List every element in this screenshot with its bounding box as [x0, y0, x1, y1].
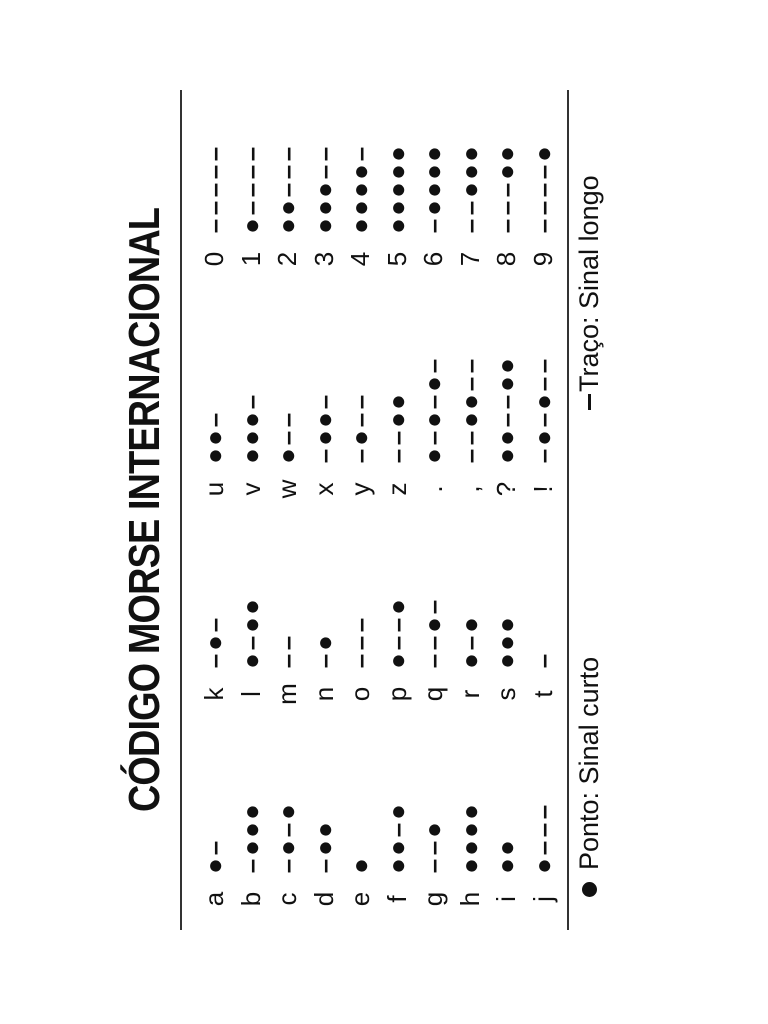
morse-row	[342, 145, 378, 275]
dash-symbol: –	[454, 358, 485, 374]
dot-symbol: ●	[308, 430, 339, 446]
dot-symbol: ●	[491, 653, 521, 669]
dot-symbol: ●	[491, 164, 521, 180]
morse-row	[342, 393, 378, 505]
morse-row	[233, 393, 269, 505]
morse-row	[415, 145, 451, 275]
legend-dot	[574, 657, 605, 897]
dot-symbol: ●	[345, 430, 375, 446]
dash-symbol: –	[527, 164, 558, 180]
morse-code-chart	[110, 85, 610, 935]
morse-code	[347, 393, 373, 465]
dash-symbol: –	[418, 599, 448, 615]
dot-symbol: ●	[381, 146, 412, 162]
morse-row	[379, 803, 415, 915]
dot-symbol: ●	[272, 200, 302, 216]
dot-symbol: ●	[199, 448, 229, 464]
morse-code	[381, 598, 412, 670]
dot-symbol: ●	[381, 200, 412, 216]
dash-symbol: –	[199, 218, 229, 234]
morse-code	[454, 803, 485, 875]
morse-row	[342, 857, 378, 915]
dot-symbol: ●	[199, 430, 229, 446]
morse-code	[235, 598, 266, 670]
dot-symbol: ●	[418, 617, 448, 633]
morse-code	[454, 616, 485, 670]
dash-symbol: –	[527, 840, 558, 856]
dash-symbol: –	[235, 146, 266, 162]
dot-symbol: ●	[308, 822, 339, 838]
morse-code	[420, 357, 446, 465]
dash-symbol: –	[454, 430, 485, 446]
dot-symbol: ●	[381, 394, 412, 410]
morse-row	[233, 145, 269, 275]
legend-dash-label: Traço: Sinal longo	[574, 175, 604, 392]
dash-symbol: –	[272, 182, 302, 198]
morse-character: b	[235, 891, 266, 907]
dash-symbol: –	[527, 182, 558, 198]
dash-symbol: –	[491, 200, 521, 216]
morse-code	[527, 357, 558, 465]
dot-symbol: ●	[308, 218, 339, 234]
morse-row	[525, 357, 561, 505]
morse-character: 6	[418, 251, 448, 267]
morse-row	[196, 145, 232, 275]
morse-row	[306, 393, 342, 505]
dot-symbol: ●	[272, 218, 302, 234]
dot-symbol: ●	[491, 840, 521, 856]
legend-dash	[574, 175, 605, 410]
dash-symbol: –	[199, 182, 229, 198]
dot-symbol: ●	[454, 164, 485, 180]
morse-row	[233, 598, 269, 710]
dash-symbol: –	[527, 218, 558, 234]
dash-symbol: –	[235, 200, 266, 216]
dot-symbol: ●	[381, 653, 412, 669]
dash-symbol: –	[345, 394, 375, 410]
morse-row	[525, 145, 561, 275]
morse-character: i	[491, 896, 521, 902]
dash-symbol: –	[235, 394, 266, 410]
dash-symbol: –	[235, 635, 266, 651]
morse-character: 1	[235, 251, 266, 267]
morse-code	[347, 616, 373, 670]
dash-symbol: –	[199, 164, 229, 180]
morse-code	[493, 145, 519, 235]
morse-code	[308, 145, 339, 235]
dot-symbol: ●	[308, 635, 339, 651]
dash-symbol: –	[272, 430, 302, 446]
dash-symbol: –	[308, 858, 339, 874]
dash-symbol: –	[235, 858, 266, 874]
dash-symbol: –	[381, 430, 412, 446]
morse-code	[454, 145, 485, 235]
morse-row	[415, 598, 451, 710]
dot-symbol: ●	[491, 617, 521, 633]
morse-row	[525, 652, 561, 710]
morse-character: r	[454, 689, 485, 699]
dash-symbol: –	[454, 218, 485, 234]
bottom-divider	[567, 90, 569, 930]
morse-row	[269, 634, 305, 710]
dot-symbol: ●	[454, 617, 485, 633]
morse-character: .	[418, 485, 448, 493]
morse-code	[493, 839, 519, 875]
morse-character: 0	[199, 251, 229, 267]
page-title: CÓDIGO MORSE INTERNACIONAL	[120, 207, 169, 813]
morse-character: 9	[527, 251, 558, 267]
dot-icon	[582, 882, 597, 897]
dot-symbol: ●	[235, 840, 266, 856]
morse-code	[235, 393, 266, 465]
morse-character: 5	[381, 251, 412, 267]
morse-character: g	[418, 891, 448, 907]
dash-symbol: –	[199, 840, 229, 856]
dash-symbol: –	[491, 394, 521, 410]
morse-code	[201, 616, 227, 670]
dot-symbol: ●	[491, 635, 521, 651]
dot-symbol: ●	[381, 840, 412, 856]
dash-symbol: –	[527, 448, 558, 464]
morse-code	[420, 821, 446, 875]
dash-symbol: –	[454, 376, 485, 392]
morse-character: 7	[454, 251, 485, 267]
morse-character: h	[454, 891, 485, 907]
morse-character: q	[418, 686, 448, 702]
morse-row	[196, 411, 232, 505]
dash-symbol: –	[381, 635, 412, 651]
dot-symbol: ●	[235, 412, 266, 428]
dash-symbol: –	[308, 448, 339, 464]
morse-character: j	[527, 896, 558, 902]
dot-symbol: ●	[272, 804, 302, 820]
dot-symbol: ●	[235, 804, 266, 820]
dot-symbol: ●	[491, 146, 521, 162]
morse-row	[306, 821, 342, 915]
dot-symbol: ●	[381, 804, 412, 820]
morse-row	[269, 411, 305, 505]
dot-symbol: ●	[454, 858, 485, 874]
dash-symbol: –	[491, 218, 521, 234]
legend-dot-label: Ponto: Sinal curto	[574, 656, 604, 870]
dash-symbol: –	[418, 430, 448, 446]
dot-symbol: ●	[491, 448, 521, 464]
dot-symbol: ●	[418, 182, 448, 198]
dash-symbol: –	[272, 146, 302, 162]
dot-symbol: ●	[308, 182, 339, 198]
dot-symbol: ●	[418, 448, 448, 464]
morse-row	[379, 145, 415, 275]
dot-symbol: ●	[235, 218, 266, 234]
dash-symbol: –	[491, 182, 521, 198]
dash-symbol: –	[418, 635, 448, 651]
morse-code	[274, 411, 300, 465]
dot-symbol: ●	[527, 394, 558, 410]
dash-icon	[588, 394, 591, 410]
morse-row	[488, 616, 524, 710]
morse-row	[233, 803, 269, 915]
dash-symbol: –	[454, 200, 485, 216]
morse-code	[201, 411, 227, 465]
morse-character: p	[381, 686, 412, 702]
morse-row	[525, 803, 561, 915]
dot-symbol: ●	[381, 599, 412, 615]
morse-code	[527, 803, 558, 875]
morse-row	[452, 616, 488, 710]
dot-symbol: ●	[345, 218, 375, 234]
dash-symbol: –	[272, 822, 302, 838]
dot-symbol: ●	[527, 858, 558, 874]
dash-symbol: –	[272, 653, 302, 669]
morse-row	[196, 616, 232, 710]
dash-symbol: –	[199, 412, 229, 428]
dash-symbol: –	[308, 146, 339, 162]
morse-code	[527, 652, 558, 670]
dot-symbol: ●	[235, 653, 266, 669]
morse-code	[454, 357, 485, 465]
morse-code	[493, 357, 519, 465]
dot-symbol: ●	[381, 182, 412, 198]
morse-row	[379, 598, 415, 710]
dot-symbol: ●	[381, 412, 412, 428]
dot-symbol: ●	[491, 858, 521, 874]
dot-symbol: ●	[345, 182, 375, 198]
morse-code	[493, 616, 519, 670]
dash-symbol: –	[272, 858, 302, 874]
dash-symbol: –	[381, 822, 412, 838]
morse-character: c	[272, 892, 302, 906]
dot-symbol: ●	[418, 412, 448, 428]
dash-symbol: –	[381, 448, 412, 464]
morse-character: ,	[454, 485, 485, 493]
dash-symbol: –	[418, 653, 448, 669]
dot-symbol: ●	[345, 200, 375, 216]
dash-symbol: –	[418, 218, 448, 234]
dot-symbol: ●	[381, 218, 412, 234]
morse-character: m	[272, 683, 302, 705]
morse-code	[527, 145, 558, 235]
dash-symbol: –	[527, 412, 558, 428]
morse-row	[488, 357, 524, 505]
morse-character: w	[272, 479, 302, 499]
dash-symbol: –	[345, 412, 375, 428]
morse-character: ?	[491, 481, 521, 497]
dot-symbol: ●	[272, 448, 302, 464]
morse-row	[196, 839, 232, 915]
dash-symbol: –	[235, 182, 266, 198]
morse-code	[420, 598, 446, 670]
dash-symbol: –	[272, 635, 302, 651]
morse-row	[342, 616, 378, 710]
morse-character: f	[381, 895, 412, 903]
dot-symbol: ●	[491, 358, 521, 374]
dot-symbol: ●	[491, 376, 521, 392]
dash-symbol: –	[527, 200, 558, 216]
dash-symbol: –	[527, 358, 558, 374]
dash-symbol: –	[308, 394, 339, 410]
morse-row	[415, 357, 451, 505]
morse-character: v	[235, 482, 266, 496]
dot-symbol: ●	[381, 858, 412, 874]
morse-row	[306, 145, 342, 275]
dash-symbol: –	[308, 653, 339, 669]
morse-code	[235, 803, 266, 875]
dash-symbol: –	[381, 617, 412, 633]
dash-symbol: –	[454, 448, 485, 464]
dash-symbol: –	[527, 653, 558, 669]
morse-code	[274, 803, 300, 875]
morse-character: 8	[491, 251, 521, 267]
dash-symbol: –	[272, 164, 302, 180]
morse-row	[452, 803, 488, 915]
dot-symbol: ●	[454, 822, 485, 838]
dot-symbol: ●	[235, 599, 266, 615]
morse-character: y	[345, 482, 375, 496]
dot-symbol: ●	[418, 164, 448, 180]
morse-code	[347, 857, 373, 875]
morse-code	[274, 634, 300, 670]
morse-code	[308, 393, 339, 465]
dot-symbol: ●	[527, 146, 558, 162]
morse-row	[452, 357, 488, 505]
morse-character: k	[199, 687, 229, 701]
dot-symbol: ●	[345, 164, 375, 180]
morse-code	[347, 145, 373, 235]
morse-character: z	[381, 482, 412, 496]
dash-symbol: –	[345, 146, 375, 162]
morse-code	[308, 634, 339, 670]
dash-symbol: –	[491, 412, 521, 428]
morse-character: 2	[272, 251, 302, 267]
dot-symbol: ●	[454, 146, 485, 162]
dot-symbol: ●	[308, 200, 339, 216]
dot-symbol: ●	[235, 617, 266, 633]
dash-symbol: –	[345, 448, 375, 464]
dash-symbol: –	[199, 146, 229, 162]
morse-row	[379, 393, 415, 505]
dash-symbol: –	[527, 822, 558, 838]
dot-symbol: ●	[454, 653, 485, 669]
morse-character: !	[527, 485, 558, 493]
dot-symbol: ●	[235, 430, 266, 446]
dot-symbol: ●	[345, 858, 375, 874]
dot-symbol: ●	[308, 412, 339, 428]
dot-symbol: ●	[381, 164, 412, 180]
dash-symbol: –	[235, 164, 266, 180]
dash-symbol: –	[454, 635, 485, 651]
dash-symbol: –	[199, 200, 229, 216]
morse-character: u	[199, 481, 229, 497]
dot-symbol: ●	[199, 635, 229, 651]
dot-symbol: ●	[454, 182, 485, 198]
morse-code	[308, 821, 339, 875]
dot-symbol: ●	[454, 412, 485, 428]
morse-character: l	[235, 691, 266, 697]
morse-character: a	[199, 891, 229, 907]
morse-character: o	[345, 686, 375, 702]
morse-code	[235, 145, 266, 235]
dot-symbol: ●	[454, 804, 485, 820]
morse-row	[269, 803, 305, 915]
dash-symbol: –	[199, 653, 229, 669]
dash-symbol: –	[527, 376, 558, 392]
dot-symbol: ●	[418, 376, 448, 392]
morse-row	[306, 634, 342, 710]
dash-symbol: –	[345, 617, 375, 633]
morse-row	[488, 839, 524, 915]
dot-symbol: ●	[454, 394, 485, 410]
dot-symbol: ●	[418, 200, 448, 216]
morse-code	[420, 145, 446, 235]
dash-symbol: –	[272, 412, 302, 428]
morse-code	[201, 839, 227, 875]
morse-row	[488, 145, 524, 275]
dash-symbol: –	[418, 858, 448, 874]
morse-row	[415, 821, 451, 915]
dash-symbol: –	[418, 394, 448, 410]
dash-symbol: –	[418, 840, 448, 856]
dash-symbol: –	[527, 804, 558, 820]
dot-symbol: ●	[199, 858, 229, 874]
dot-symbol: ●	[235, 822, 266, 838]
dot-symbol: ●	[235, 448, 266, 464]
morse-character: n	[308, 686, 339, 702]
morse-code	[274, 145, 300, 235]
dash-symbol: –	[199, 617, 229, 633]
dot-symbol: ●	[454, 840, 485, 856]
dash-symbol: –	[345, 635, 375, 651]
morse-character: 4	[345, 251, 375, 267]
morse-character: x	[308, 482, 339, 496]
top-divider	[180, 90, 182, 930]
dot-symbol: ●	[491, 430, 521, 446]
morse-code	[201, 145, 227, 235]
dash-symbol: –	[308, 164, 339, 180]
dot-symbol: ●	[527, 430, 558, 446]
dot-symbol: ●	[272, 840, 302, 856]
morse-code	[381, 145, 412, 235]
dot-symbol: ●	[418, 146, 448, 162]
morse-character: d	[308, 891, 339, 907]
morse-row	[452, 145, 488, 275]
dash-symbol: –	[345, 653, 375, 669]
morse-row	[269, 145, 305, 275]
morse-code	[381, 393, 412, 465]
morse-character: e	[345, 891, 375, 907]
dash-symbol: –	[418, 358, 448, 374]
morse-character: 3	[308, 251, 339, 267]
dot-symbol: ●	[418, 822, 448, 838]
morse-code	[381, 803, 412, 875]
morse-character: t	[527, 690, 558, 698]
morse-character: s	[491, 687, 521, 701]
dot-symbol: ●	[308, 840, 339, 856]
